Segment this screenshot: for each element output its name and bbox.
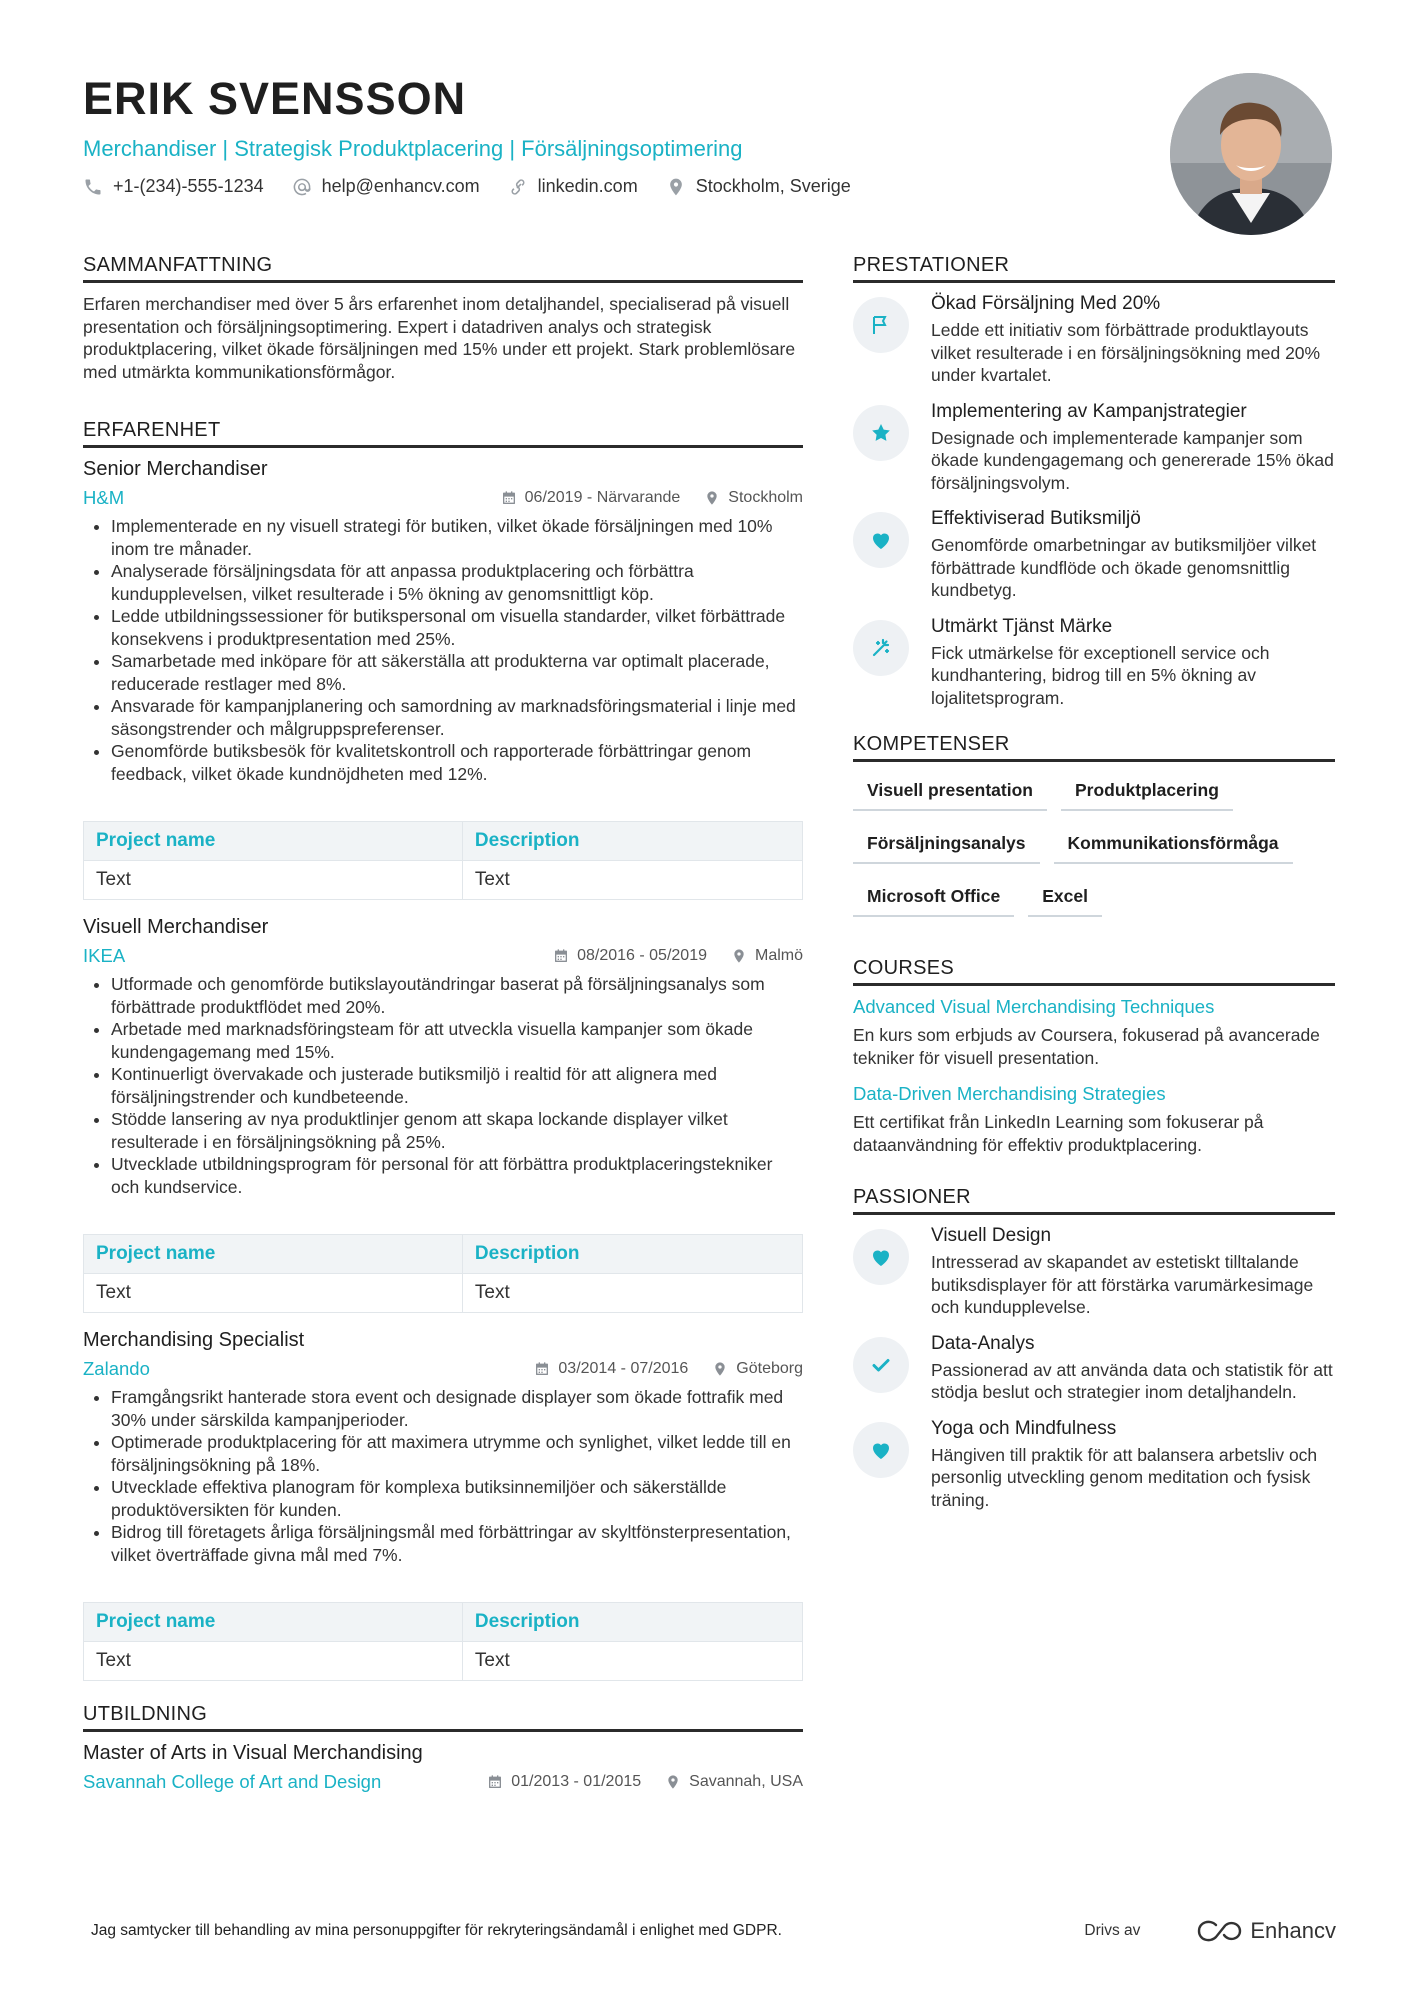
gdpr-consent-text: Jag samtycker till behandling av mina personuppgifter för rekryteringsändamål i enlighet med GDPR. <box>91 1922 782 1939</box>
bullet-item: • Utformade och genomförde butikslayoutändringar baserat på försäljningsanalys som förbättrade produktflödet med 20%. <box>111 973 803 1018</box>
page-footer <box>91 1918 1336 1944</box>
achievement-title: Utmärkt Tjänst Märke <box>931 615 1113 637</box>
job-meta-right <box>501 489 803 507</box>
skill-tag: Försäljningsanalys <box>853 829 1040 864</box>
table-cell: Text <box>84 861 463 900</box>
education-dates <box>487 1773 641 1791</box>
profile-photo <box>1170 73 1332 235</box>
enhancv-logo[interactable] <box>1196 1918 1336 1944</box>
bullet-item: • Stödde lansering av nya produktlinjer genom att skapa lockande displayer vilket resulterade i en försäljningsökning på 25%. <box>111 1108 803 1153</box>
table-cell: Text <box>462 1274 802 1313</box>
education-heading: UTBILDNING <box>83 1703 803 1732</box>
email-link[interactable]: help@enhancv.com <box>321 176 480 196</box>
degree-title: Master of Arts in Visual Merchandising <box>83 1742 423 1764</box>
bullet-item: • Ledde utbildningssessioner för butikspersonal om visuella standarder, vilket förbättrade konsekvens i produktpresentation med 25%. <box>111 605 803 650</box>
table-row <box>84 1274 803 1313</box>
achievement-text: Fick utmärkelse för exceptionell service och kundhantering, bidrog till en 5% ökning av lojalitetsprogram. <box>931 642 1270 708</box>
skill-tag: Produktplacering <box>1061 776 1233 811</box>
project-table <box>83 821 803 900</box>
heart-icon <box>853 512 909 568</box>
table-cell: Text <box>84 1642 463 1681</box>
job-bullets <box>83 973 803 1198</box>
table-header-project: Project name <box>84 1603 463 1642</box>
job-location-text: Malmö <box>754 947 803 964</box>
job-location-text: Stockholm <box>728 489 803 506</box>
bullet-item: • Optimerade produktplacering för att maximera utrymme och synlighet, vilket ledde till en försäljningsökning på 18%. <box>111 1431 803 1476</box>
experience-heading: ERFARENHET <box>83 419 803 448</box>
resume-header <box>83 74 1133 197</box>
heart-icon <box>853 1229 909 1285</box>
company-name: H&M <box>83 487 125 508</box>
company-name: Zalando <box>83 1358 150 1379</box>
magic-wand-icon <box>853 620 909 676</box>
location-pin-icon <box>731 948 747 964</box>
education-location-text: Savannah, USA <box>689 1773 803 1790</box>
skill-tag: Excel <box>1028 882 1102 917</box>
table-header-project: Project name <box>84 822 463 861</box>
job-location <box>704 489 803 507</box>
job-entry <box>83 458 803 900</box>
course-text: Ett certifikat från LinkedIn Learning som fokuserar på dataanvändning för effektiv produktplacering. <box>853 1112 1264 1155</box>
education-dates-text: 01/2013 - 01/2015 <box>511 1773 642 1790</box>
bullet-item: • Utvecklade utbildningsprogram för personal för att förbättra produktplaceringstekniker och kundservice. <box>111 1153 803 1198</box>
achievement-title: Ökad Försäljning Med 20% <box>931 293 1161 314</box>
right-column <box>853 254 1335 1525</box>
job-location-text: Göteborg <box>736 1360 803 1377</box>
bullet-item: • Ansvarade för kampanjplanering och samordning av marknadsföringsmaterial i linje med säsongstrender och målgruppspreferenser. <box>111 695 803 740</box>
job-entry <box>83 1329 803 1681</box>
job-location <box>731 947 803 965</box>
company-name: IKEA <box>83 945 126 966</box>
brand-name: Enhancv <box>1250 1918 1336 1943</box>
bullet-item: • Samarbetade med inköpare för att säkerställa att produkterna var optimalt placerade, reducerade restlager med 8%. <box>111 650 803 695</box>
project-table <box>83 1602 803 1681</box>
passion-title: Data-Analys <box>931 1332 1035 1354</box>
location-pin-icon <box>665 1774 681 1790</box>
summary-text: Erfaren merchandiser med över 5 års erfarenhet inom detaljhandel, specialiserad på visuell presentation och försäljningsoptimering. Expert i datadriven analys och strategisk produktplacering, vilket ökade försäljningen med 15% under ett projekt. Stark problemlösare med utmärkta kommunikationsförmågor. <box>83 294 796 382</box>
at-icon <box>292 177 312 197</box>
skills-list <box>853 776 1335 917</box>
table-header-row <box>84 822 803 861</box>
table-row <box>84 1642 803 1681</box>
job-title: Senior Merchandiser <box>83 458 268 480</box>
bullet-item: • Implementerade en ny visuell strategi för butiken, vilket ökade försäljningen med 10% inom tre månader. <box>111 515 803 560</box>
calendar-icon <box>534 1361 550 1377</box>
location-pin-icon <box>666 177 686 197</box>
heart-icon <box>853 1422 909 1478</box>
link-icon <box>508 177 528 197</box>
job-location <box>712 1360 803 1378</box>
job-dates-text: 06/2019 - Närvarande <box>524 489 681 506</box>
flag-icon <box>853 297 909 353</box>
job-bullets <box>83 1386 803 1566</box>
location-pin-icon <box>712 1361 728 1377</box>
powered-by-label: Drivs av <box>1084 1922 1141 1939</box>
achievement-item <box>853 401 1335 495</box>
bullet-item: • Bidrog till företagets årliga försäljningsmål med förbättringar av skyltfönsterpresentation, vilket överträffade givna mål med 7%. <box>111 1521 803 1566</box>
passions-heading: PASSIONER <box>853 1186 1335 1215</box>
job-meta-right <box>534 1360 803 1378</box>
job-entry <box>83 916 803 1313</box>
school-name: Savannah College of Art and Design <box>83 1771 382 1792</box>
contact-linkedin[interactable] <box>508 176 638 197</box>
summary-heading: SAMMANFATTNING <box>83 254 803 283</box>
bullet-item: • Kontinuerligt övervakade och justerade butiksmiljö i realtid för att alignera med försäljningstrender och kundbeteende. <box>111 1063 803 1108</box>
passion-text: Intresserad av skapandet av estetiskt tilltalande butiksdisplayer för att förstärka varumärkesimage och kundupplevelse. <box>931 1252 1314 1317</box>
bullet-item: • Arbetade med marknadsföringsteam för att utveckla visuella kampanjer som ökade kundengagemang med 15%. <box>111 1018 803 1063</box>
job-dates-text: 08/2016 - 05/2019 <box>577 947 707 964</box>
courses-heading: COURSES <box>853 957 1335 986</box>
education-meta <box>83 1771 803 1793</box>
passion-text: Hängiven till praktik för att balansera arbetsliv och personlig utveckling genom meditation och fysisk träning. <box>931 1444 1318 1510</box>
passion-item <box>853 1418 1335 1512</box>
achievement-item <box>853 508 1335 602</box>
achievement-title: Implementering av Kampanjstrategier <box>931 400 1247 422</box>
bullet-item: • Framgångsrikt hanterade stora event och designade displayer som ökade fottrafik med 30% under särskilda kampanjperioder. <box>111 1386 803 1431</box>
table-header-row <box>84 1603 803 1642</box>
job-dates <box>553 947 707 965</box>
passion-item <box>853 1333 1335 1404</box>
achievement-title: Effektiviserad Butiksmiljö <box>931 508 1141 529</box>
table-header-description: Description <box>462 1603 802 1642</box>
contact-email[interactable] <box>292 176 480 197</box>
candidate-tagline: Merchandiser | Strategisk Produktplacering | Försäljningsoptimering <box>83 136 743 161</box>
table-row <box>84 861 803 900</box>
job-title: Visuell Merchandiser <box>83 916 269 938</box>
passion-title: Yoga och Mindfulness <box>931 1417 1117 1439</box>
table-header-project: Project name <box>84 1235 463 1274</box>
left-column <box>83 254 803 1793</box>
contact-phone <box>83 176 264 197</box>
table-cell: Text <box>462 861 802 900</box>
achievement-text: Ledde ett initiativ som förbättrade produktlayouts vilket resulterade i en försäljningsökning med 20% under kvartalet. <box>931 320 1321 385</box>
skills-heading: KOMPETENSER <box>853 733 1335 762</box>
job-dates-text: 03/2014 - 07/2016 <box>558 1360 689 1377</box>
course-title: Data-Driven Merchandising Strategies <box>853 1083 1166 1104</box>
passion-title: Visuell Design <box>931 1225 1052 1246</box>
table-cell: Text <box>84 1274 463 1313</box>
bullet-item: • Analyserade försäljningsdata för att anpassa produktplacering och förbättra kundupplevelsen, vilket resulterade i 5% ökning av genomsnittligt köp. <box>111 560 803 605</box>
achievements-heading: PRESTATIONER <box>853 254 1335 283</box>
job-meta <box>83 1358 803 1380</box>
achievement-item <box>853 293 1335 387</box>
candidate-name: ERIK SVENSSON <box>83 73 467 124</box>
project-table <box>83 1234 803 1313</box>
skill-tag: Kommunikationsförmåga <box>1054 829 1293 864</box>
phone-icon <box>83 177 103 197</box>
check-icon <box>853 1337 909 1393</box>
skill-tag: Microsoft Office <box>853 882 1014 917</box>
passion-item <box>853 1225 1335 1319</box>
table-header-description: Description <box>462 822 802 861</box>
calendar-icon <box>501 490 517 506</box>
location-text: Stockholm, Sverige <box>695 176 851 196</box>
bullet-item: • Genomförde butiksbesök för kvalitetskontroll och rapporterade förbättringar genom feedback, vilket ökade kundnöjdheten med 12%. <box>111 740 803 785</box>
calendar-icon <box>487 1774 503 1790</box>
job-bullets <box>83 515 803 785</box>
location-pin-icon <box>704 490 720 506</box>
star-icon <box>853 405 909 461</box>
job-meta-right <box>553 947 803 965</box>
job-dates <box>534 1360 688 1378</box>
course-title: Advanced Visual Merchandising Techniques <box>853 996 1215 1017</box>
job-meta <box>83 945 803 967</box>
education-meta-right <box>487 1773 803 1791</box>
table-header-row <box>84 1235 803 1274</box>
achievement-text: Designade och implementerade kampanjer som ökade kundengagemang och genererade 15% ökad försäljningsvolym. <box>931 427 1334 493</box>
contact-row <box>83 176 1133 197</box>
course-text: En kurs som erbjuds av Coursera, fokuserad på avancerade tekniker för visuell presentation. <box>853 1025 1320 1068</box>
bullet-item: • Utvecklade effektiva planogram för komplexa butiksinnemiljöer och säkerställde produktöversikten för kunden. <box>111 1476 803 1521</box>
job-meta <box>83 487 803 509</box>
skill-tag: Visuell presentation <box>853 776 1047 811</box>
achievement-item <box>853 616 1335 710</box>
passion-text: Passionerad av att använda data och statistik för att stödja beslut och strategier inom detaljhandeln. <box>931 1359 1333 1402</box>
calendar-icon <box>553 948 569 964</box>
enhancv-logo-icon <box>1196 1919 1242 1943</box>
job-title: Merchandising Specialist <box>83 1329 305 1351</box>
job-dates <box>501 489 681 507</box>
table-header-description: Description <box>462 1235 802 1274</box>
education-location <box>665 1773 803 1791</box>
contact-location <box>666 176 851 197</box>
table-cell: Text <box>462 1642 802 1681</box>
phone-text: +1-(234)-555-1234 <box>113 176 264 196</box>
achievement-text: Genomförde omarbetningar av butiksmiljöer vilket förbättrade kundflöde och ökade genomsnittlig kundbetyg. <box>931 535 1317 600</box>
linkedin-link[interactable]: linkedin.com <box>537 176 638 196</box>
